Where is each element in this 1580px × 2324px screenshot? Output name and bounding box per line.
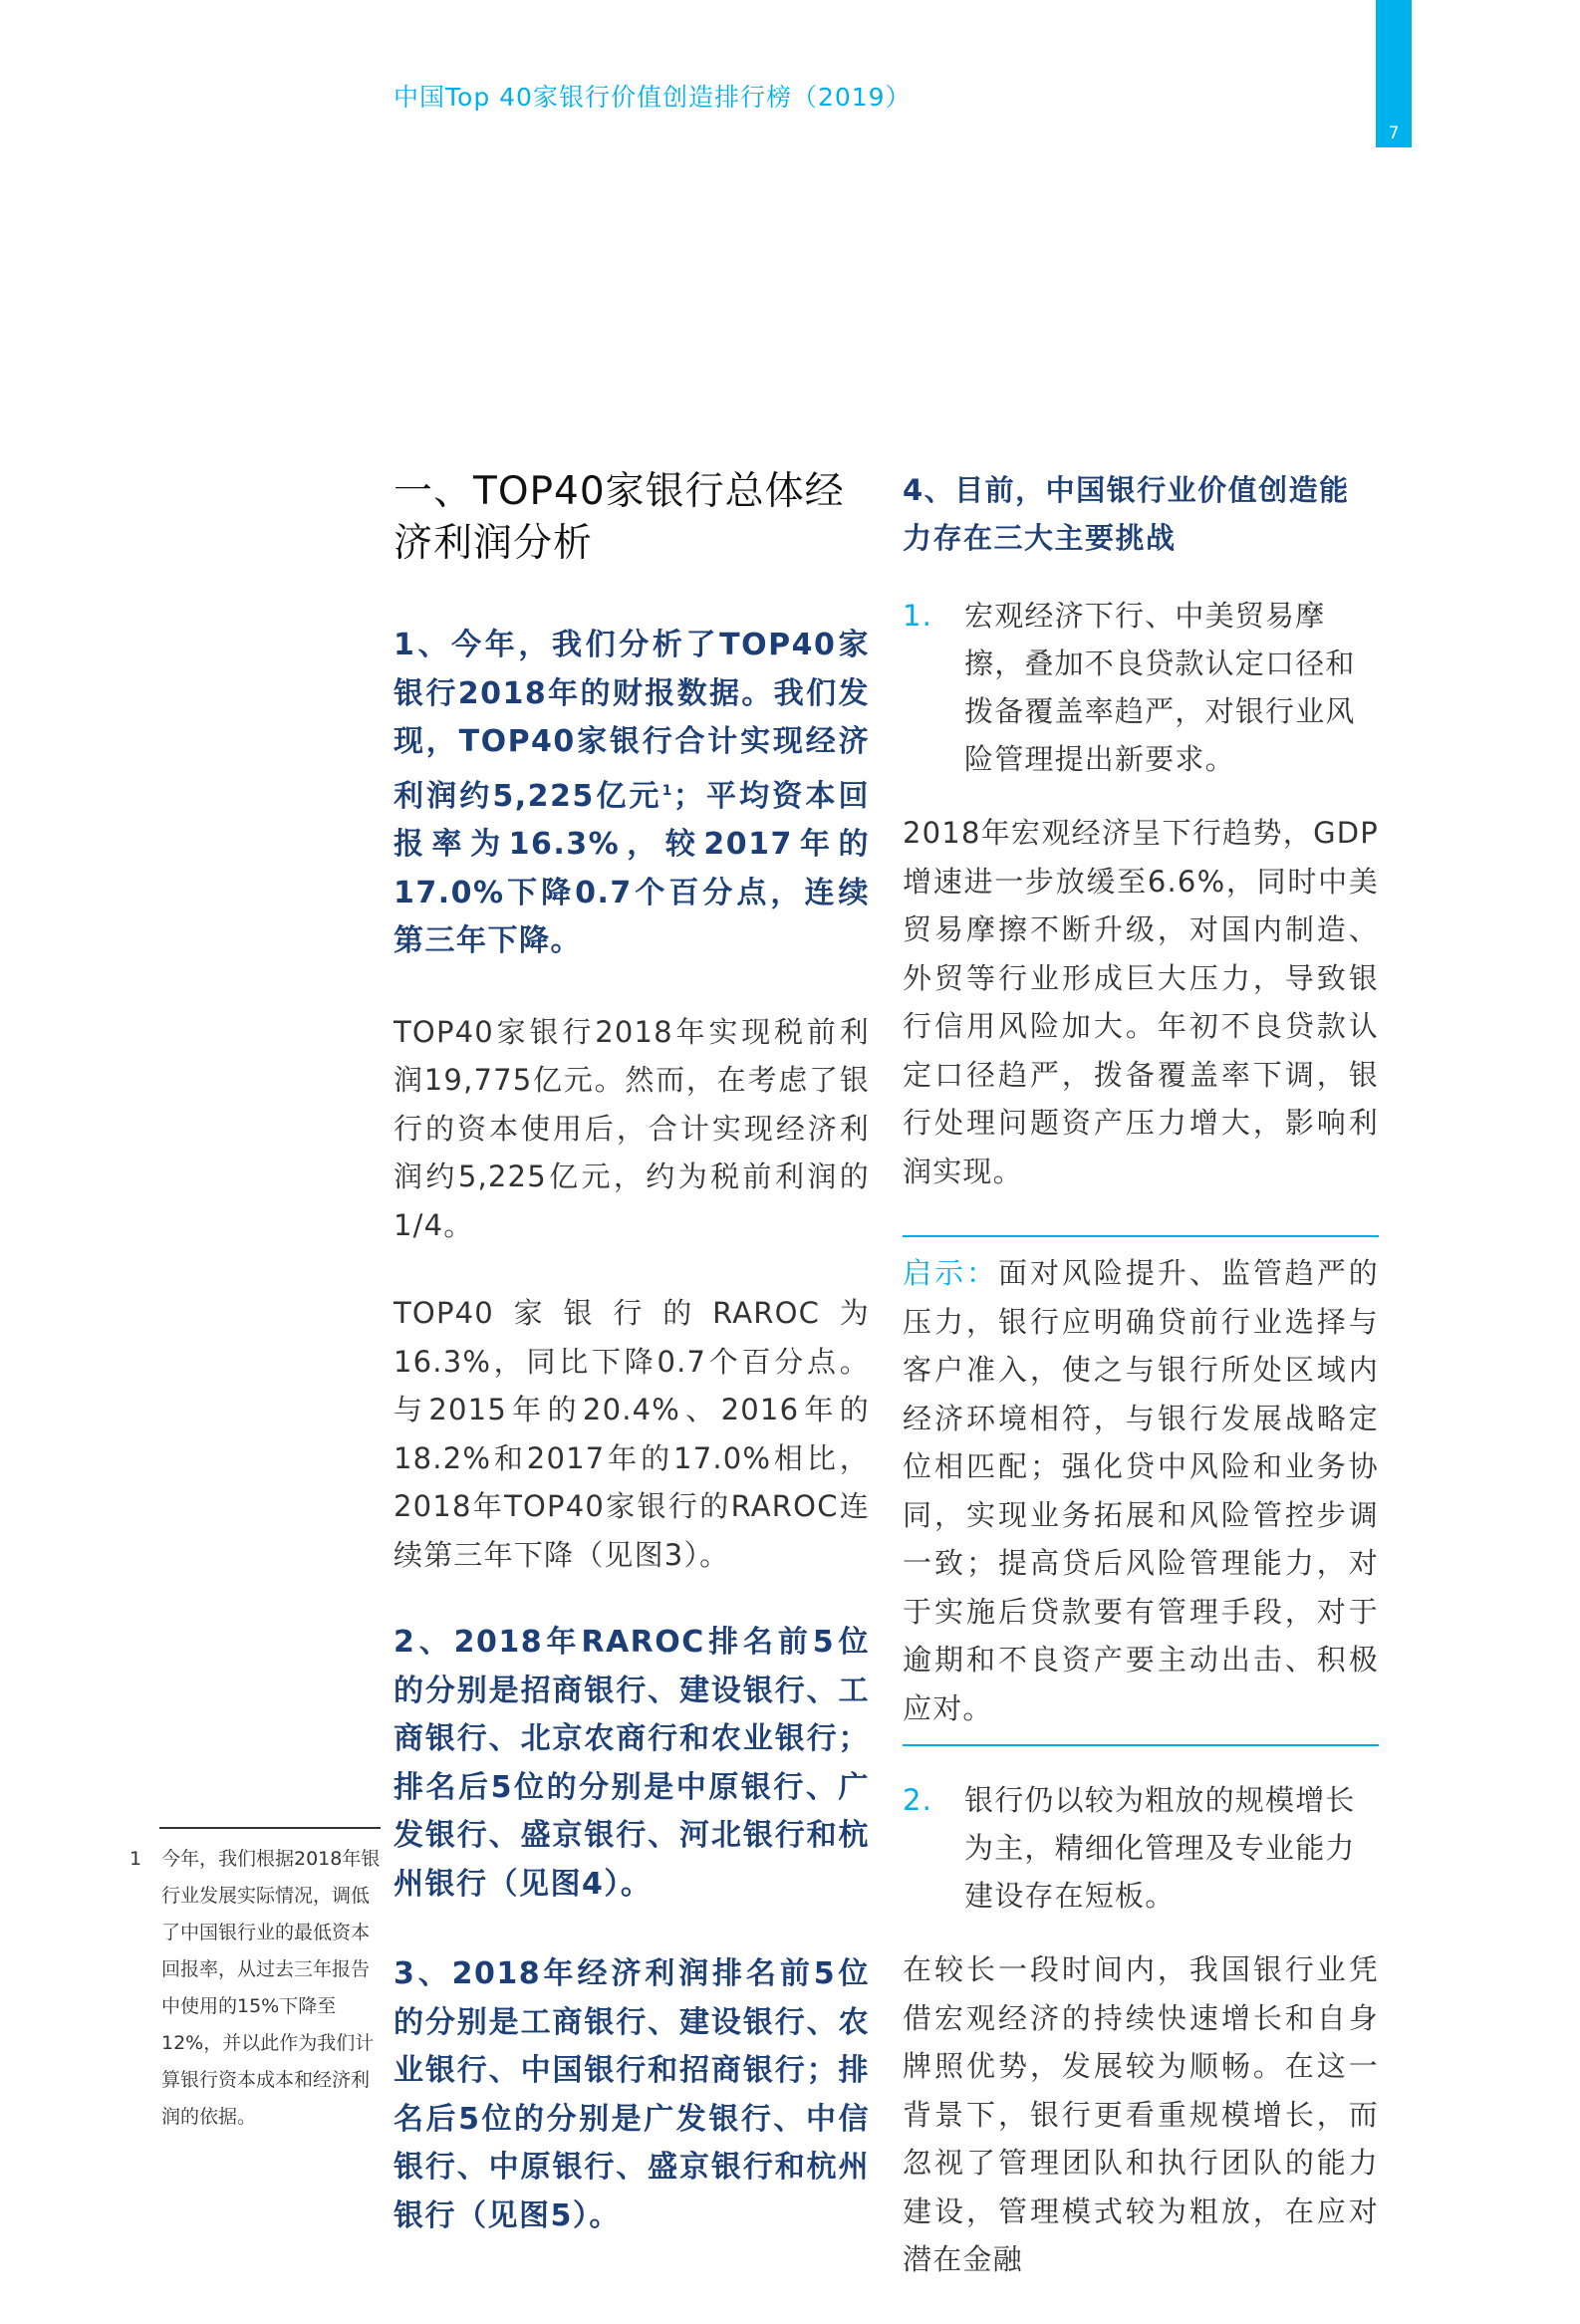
footnote-number: 1 bbox=[130, 1848, 142, 1870]
page-tab bbox=[1376, 0, 1412, 147]
running-header: 中国Top 40家银行价值创造排行榜（2019） bbox=[394, 83, 912, 112]
body-paragraph: 2018年宏观经济呈下行趋势，GDP增速进一步放缓至6.6%，同时中美贸易摩擦不断升级，对国内制造、外贸等行业形成巨大压力，导致银行信用风险加大。年初不良贷款认定口径趋严，拨备覆盖率下调，银行处理问题资产压力增大，影响利润实现。 bbox=[903, 816, 1379, 1188]
section-title: 一、TOP40家银行总体经济利润分析 bbox=[394, 469, 845, 566]
key-finding-1-text-a: 1、今年，我们分析了TOP40家银行2018年的财报数据。我们发现，TOP40家银行合计实现经济利润约5,225亿元 bbox=[394, 628, 870, 814]
key-finding-2: 2、2018年RAROC排名前5位的分别是招商银行、建设银行、工商银行、北京农商行和农业银行；排名后5位的分别是中原银行、广发银行、盛京银行、河北银行和杭州银行（见图4）。 bbox=[394, 1625, 870, 1902]
key-finding-1-text-b: ；平均资本回报率为16.3%，较2017年的17.0%下降0.7个百分点，连续第三年下降。 bbox=[394, 778, 871, 958]
subsection-title: 4、目前，中国银行业价值创造能力存在三大主要挑战 bbox=[903, 473, 1350, 555]
right-column bbox=[903, 466, 1379, 2324]
footnote-divider bbox=[159, 1827, 381, 1829]
left-column bbox=[394, 466, 870, 2282]
item-text: 银行仍以较为粗放的规模增长为主，精细化管理及专业能力建设存在短板。 bbox=[964, 1783, 1356, 1913]
item-number: 2. bbox=[903, 1783, 933, 1817]
challenge-item bbox=[903, 592, 1379, 783]
callout-label: 启示： bbox=[903, 1256, 998, 1290]
footnote-text: 今年，我们根据2018年银行业发展实际情况，调低了中国银行业的最低资本回报率，从过去三年报告中使用的15%下降至12%，并以此作为我们计算银行资本成本和经济利润的依据。 bbox=[161, 1848, 381, 2128]
key-finding-3: 3、2018年经济利润排名前5位的分别是工商银行、建设银行、农业银行、中国银行和招商银行；排名后5位的分别是广发银行、中信银行、中原银行、盛京银行和杭州银行（见图5）。 bbox=[394, 1956, 870, 2233]
page-number: 7 bbox=[1388, 124, 1400, 143]
body-paragraph: TOP40家银行的RAROC为16.3%，同比下降0.7个百分点。与2015年的20.4%、2016年的18.2%和2017年的17.0%相比，2018年TOP40家银行的RAROC连续第三年下降（见图3）。 bbox=[394, 1296, 870, 1572]
body-paragraph: 在较长一段时间内，我国银行业凭借宏观经济的持续快速增长和自身牌照优势，发展较为顺畅。在这一背景下，银行更看重规模增长，而忽视了管理团队和执行团队的能力建设，管理模式较为粗放，在应对潜在金融 bbox=[903, 1952, 1379, 2276]
key-finding-1 bbox=[394, 622, 870, 966]
item-text: 宏观经济下行、中美贸易摩擦，叠加不良贷款认定口径和拨备覆盖率趋严，对银行业风险管理提出新要求。 bbox=[964, 599, 1356, 776]
body-paragraph: TOP40家银行2018年实现税前利润19,775亿元。然而，在考虑了银行的资本使用后，合计实现经济利润约5,225亿元，约为税前利润的1/4。 bbox=[394, 1014, 870, 1242]
footnote-ref[interactable]: 1 bbox=[661, 782, 673, 799]
challenge-item bbox=[903, 1776, 1379, 1920]
footnote bbox=[130, 1841, 384, 2136]
callout-text: 面对风险提升、监管趋严的压力，银行应明确贷前行业选择与客户准入，使之与银行所处区域内经济环境相符，与银行发展战略定位相匹配；强化贷中风险和业务协同，实现业务拓展和风险管控步调一致；提高贷后风险管理能力，对于实施后贷款要有管理手段，对于逾期和不良资产要主动出击、积极应对。 bbox=[903, 1256, 1379, 1725]
insight-callout bbox=[903, 1235, 1379, 1746]
item-number: 1. bbox=[903, 599, 933, 633]
